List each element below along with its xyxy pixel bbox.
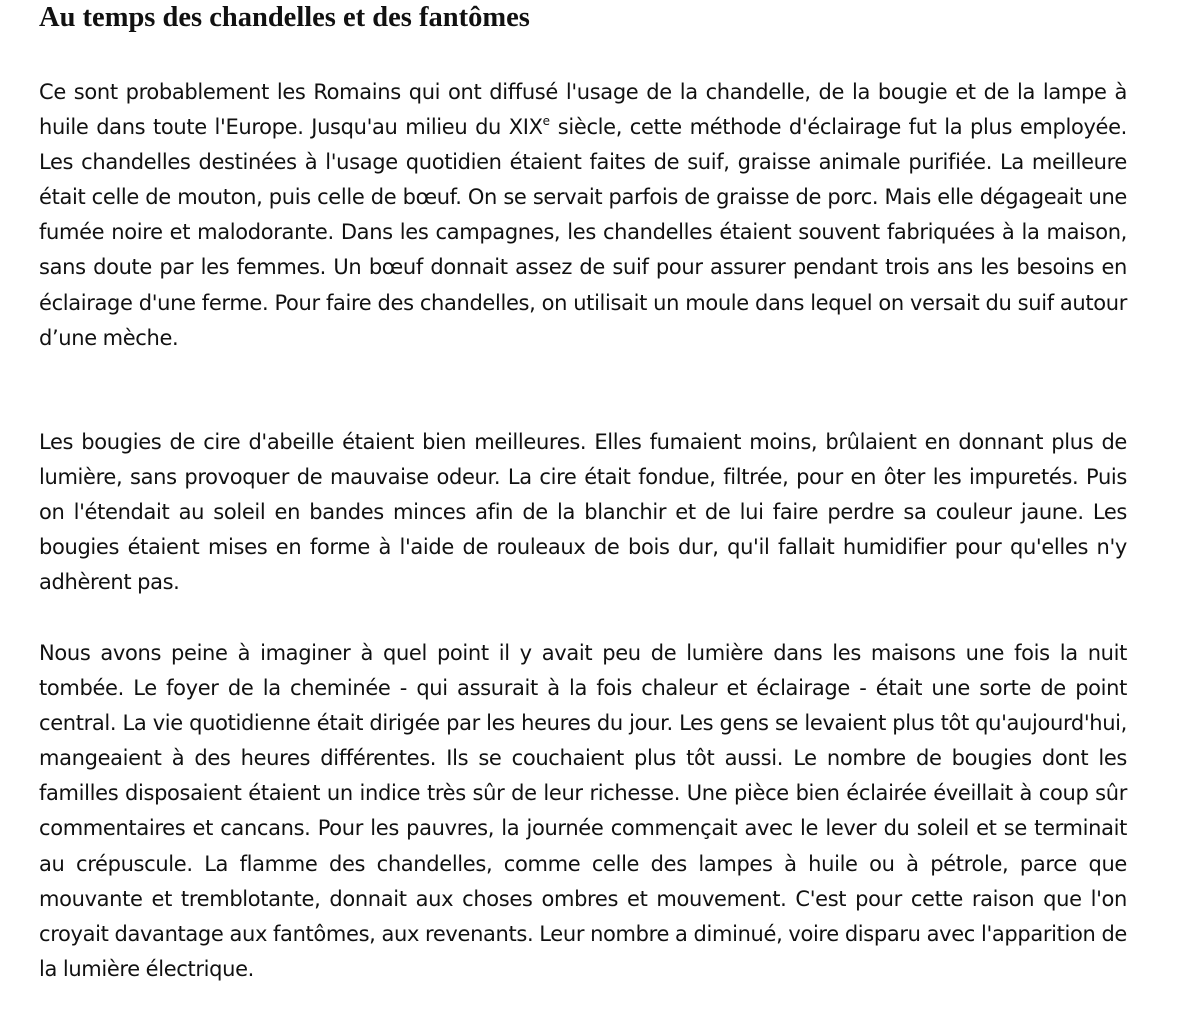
paragraph-chandelles-text-start: Ce sont probablement les Romains qui ont diffusé l'usage de la chandelle, de la bougie et de la lampe à huile dans toute l'Europe. Jusqu'au milieu du XIX xyxy=(39,80,1127,140)
document-title: Au temps des chandelles et des fantômes xyxy=(39,2,530,33)
paragraph-lumiere: Nous avons peine à imaginer à quel point il y avait peu de lumière dans les maisons une fois la nuit tombée. Le foyer de la cheminée - qui assurait à la fois chaleur et éclairage - était une sorte de point central. La vie quotidienne était dirigée par les heures du jour. Les gens se levaient plus tôt qu'aujourd'hui, mangeaient à des heures différentes. Ils se couchaient plus tôt aussi. Le nombre de bougies dont les familles disposaient étaient un indice très sûr de leur richesse. Une pièce bien éclairée éveillait à coup sûr commentaires et cancans. Pour les pauvres, la journée commençait avec le lever du soleil et se terminait au crépuscule. La flamme des chandelles, comme celle des lampes à huile ou à pétrole, parce que mouvante et tremblotante, donnait aux choses ombres et mouvement. C'est pour cette raison que l'on croyait davantage aux fantômes, aux revenants. Leur nombre a diminué, voire disparu avec l'apparition de la lumière électrique. xyxy=(39,641,1127,981)
century-superscript: e xyxy=(542,114,551,129)
paragraph-chandelles-text-end: siècle, cette méthode d'éclairage fut la plus employée. Les chandelles destinées à l'usage quotidien étaient faites de suif, graisse animale purifiée. La meilleure était celle de mouton, puis celle de bœuf. On se servait parfois de graisse de porc. Mais elle dégageait une fumée noire et malodorante. Dans les campagnes, les chandelles étaient souvent fabriquées à la maison, sans doute par les femmes. Un bœuf donnait assez de suif pour assurer pendant trois ans les besoins en éclairage d'une ferme. Pour faire des chandelles, on utilisait un moule dans lequel on versait du suif autour d’une mèche. xyxy=(39,115,1127,350)
paragraph-bougies: Les bougies de cire d'abeille étaient bien meilleures. Elles fumaient moins, brûlaient en donnant plus de lumière, sans provoquer de mauvaise odeur. La cire était fondue, filtrée, pour en ôter les impuretés. Puis on l'étendait au soleil en bandes minces afin de la blanchir et de lui faire perdre sa couleur jaune. Les bougies étaient mises en forme à l'aide de rouleaux de bois dur, qu'il fallait humidifier pour qu'elles n'y adhèrent pas. xyxy=(39,430,1127,595)
paragraph-chandelles xyxy=(39,75,1127,356)
